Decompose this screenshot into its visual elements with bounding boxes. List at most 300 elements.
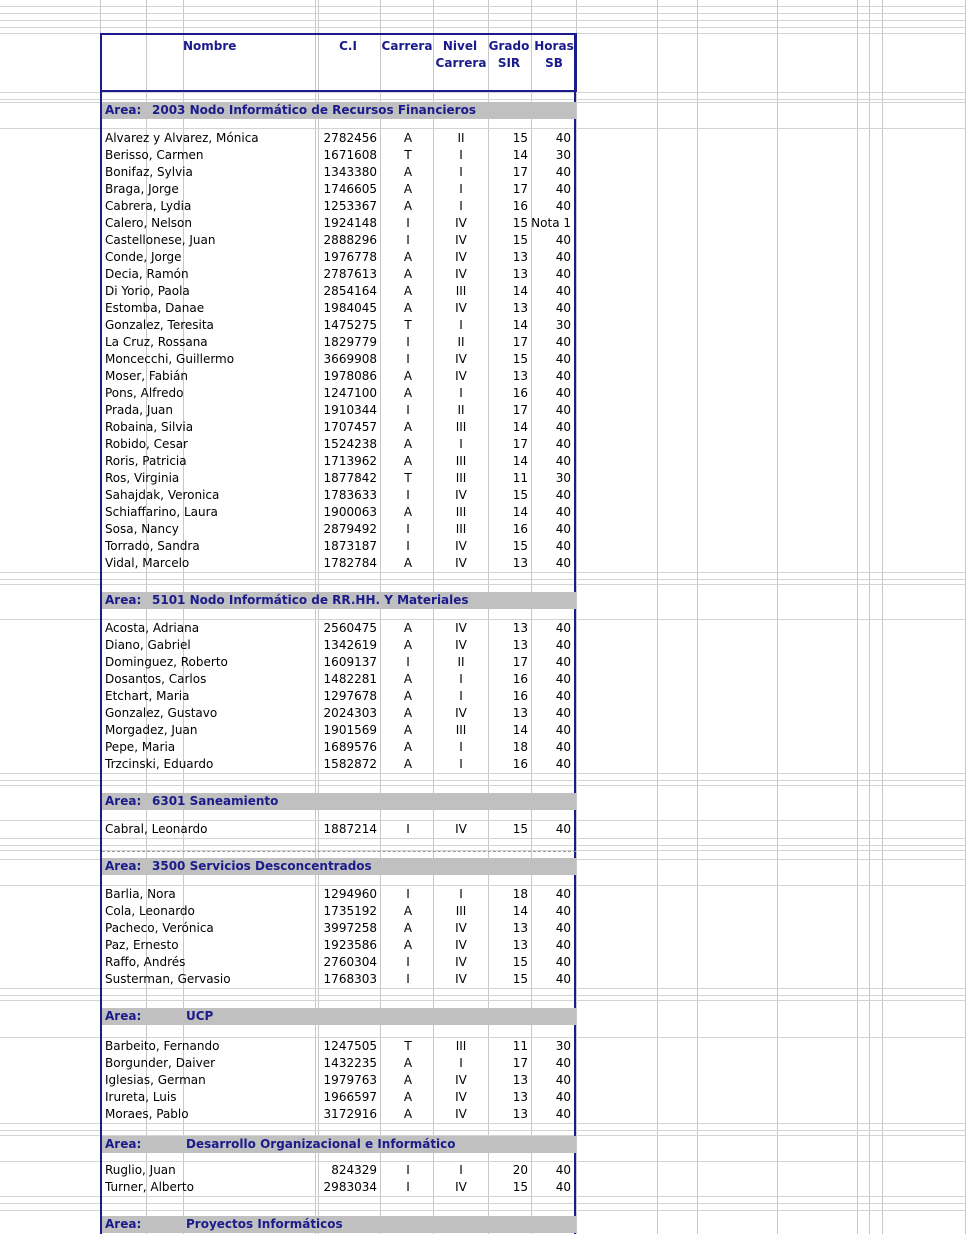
cell-grado: 15: [512, 233, 528, 247]
cell-name: Braga, Jorge: [105, 182, 179, 196]
area-name: 6301 Saneamiento: [152, 794, 279, 808]
cell-horas: 40: [555, 672, 571, 686]
cell-nivel: IV: [455, 301, 467, 315]
cell-nivel: I: [459, 672, 463, 686]
cell-nivel: IV: [455, 216, 467, 230]
cell-name: Paz, Ernesto: [105, 938, 179, 952]
cell-carrera: A: [403, 182, 413, 196]
cell-horas: 40: [555, 556, 571, 570]
cell-grado: 13: [512, 706, 528, 720]
cell-carrera: A: [403, 904, 413, 918]
cell-carrera: T: [404, 318, 412, 332]
cell-name: Cabrera, Lydia: [105, 199, 192, 213]
cell-nivel: IV: [455, 267, 467, 281]
cell-name: Conde, Jorge: [105, 250, 182, 264]
cell-name: Cabral, Leonardo: [105, 822, 208, 836]
cell-name: Roris, Patricia: [105, 454, 187, 468]
table-row: [102, 722, 576, 739]
cell-horas: 40: [555, 233, 571, 247]
cell-name: Moraes, Pablo: [105, 1107, 189, 1121]
cell-ci: 1923586: [323, 938, 377, 952]
cell-ci: 1873187: [323, 539, 377, 553]
cell-nivel: I: [459, 1163, 463, 1177]
header-horas-line1: Horas: [534, 39, 574, 53]
cell-carrera: A: [403, 420, 413, 434]
cell-carrera: A: [403, 1107, 413, 1121]
cell-ci: 2560475: [323, 621, 377, 635]
cell-ci: 3997258: [323, 921, 377, 935]
cell-grado: 16: [512, 522, 528, 536]
cell-name: Morgadez, Juan: [105, 723, 198, 737]
header-horas-line2: SB: [545, 56, 563, 70]
table-row: [102, 385, 576, 402]
cell-horas: 40: [555, 972, 571, 986]
cell-ci: 2888296: [323, 233, 377, 247]
cell-name: Schiaffarino, Laura: [105, 505, 218, 519]
cell-grado: 17: [512, 1056, 528, 1070]
cell-horas: 40: [555, 539, 571, 553]
cell-carrera: A: [403, 454, 413, 468]
cell-nivel: IV: [455, 822, 467, 836]
cell-grado: 14: [512, 904, 528, 918]
cell-name: Etchart, Maria: [105, 689, 190, 703]
cell-grado: 11: [512, 471, 528, 485]
cell-grado: 13: [512, 369, 528, 383]
cell-nivel: III: [455, 723, 467, 737]
cell-horas: 40: [555, 284, 571, 298]
cell-name: Irureta, Luis: [105, 1090, 177, 1104]
table-row: [102, 181, 576, 198]
cell-ci: 1342619: [323, 638, 377, 652]
table-row: [102, 351, 576, 368]
cell-nivel: I: [459, 689, 463, 703]
table-row: [102, 334, 576, 351]
cell-name: Dominguez, Roberto: [105, 655, 228, 669]
table-row: [102, 671, 576, 688]
cell-ci: 1247505: [323, 1039, 377, 1053]
table-row: [102, 470, 576, 487]
cell-ci: 1707457: [323, 420, 377, 434]
cell-horas: 40: [555, 904, 571, 918]
cell-carrera: I: [406, 955, 410, 969]
cell-nivel: I: [459, 757, 463, 771]
cell-ci: 1782784: [323, 556, 377, 570]
cell-carrera: A: [403, 284, 413, 298]
cell-name: Sosa, Nancy: [105, 522, 179, 536]
cell-nivel: III: [455, 522, 467, 536]
cell-name: Bonifaz, Sylvia: [105, 165, 193, 179]
cell-name: Barlia, Nora: [105, 887, 176, 901]
table-row: [102, 937, 576, 954]
table-row: [102, 147, 576, 164]
cell-carrera: A: [403, 921, 413, 935]
cell-grado: 18: [512, 740, 528, 754]
header-nombre: Nombre: [183, 39, 237, 53]
table-row: [102, 436, 576, 453]
cell-name: Sahajdak, Veronica: [105, 488, 220, 502]
cell-horas: 40: [555, 955, 571, 969]
cell-horas: 40: [555, 822, 571, 836]
cell-ci: 1689576: [323, 740, 377, 754]
table-row: [102, 1089, 576, 1106]
cell-ci: 1887214: [323, 822, 377, 836]
cell-grado: 17: [512, 655, 528, 669]
cell-carrera: A: [403, 740, 413, 754]
cell-grado: 14: [512, 318, 528, 332]
cell-carrera: I: [406, 655, 410, 669]
area-header: [102, 858, 576, 875]
cell-grado: 14: [512, 284, 528, 298]
cell-ci: 1979763: [323, 1073, 377, 1087]
area-header: [102, 1216, 576, 1233]
cell-ci: 1984045: [323, 301, 377, 315]
cell-carrera: A: [403, 1090, 413, 1104]
cell-name: Calero, Nelson: [105, 216, 192, 230]
cell-grado: 15: [512, 822, 528, 836]
cell-nivel: IV: [455, 638, 467, 652]
table-row: [102, 1072, 576, 1089]
cell-horas: 40: [555, 1180, 571, 1194]
cell-carrera: A: [403, 757, 413, 771]
table-row: [102, 654, 576, 671]
area-label: Area:: [105, 1137, 142, 1151]
table-row: [102, 198, 576, 215]
header-nivel-line1: Nivel: [442, 39, 478, 53]
cell-carrera: A: [403, 505, 413, 519]
cell-grado: 13: [512, 1107, 528, 1121]
cell-ci: 2787613: [323, 267, 377, 281]
cell-grado: 14: [512, 454, 528, 468]
cell-carrera: A: [403, 938, 413, 952]
cell-nivel: IV: [455, 488, 467, 502]
cell-grado: 14: [512, 148, 528, 162]
area-header: [102, 102, 576, 119]
cell-ci: 1877842: [323, 471, 377, 485]
table-row: [102, 283, 576, 300]
cell-horas: 40: [555, 250, 571, 264]
table-row: [102, 1038, 576, 1055]
cell-nivel: IV: [455, 1107, 467, 1121]
area-name: 5101 Nodo Informático de RR.HH. Y Materiales: [152, 593, 469, 607]
cell-carrera: I: [406, 1180, 410, 1194]
cell-carrera: I: [406, 972, 410, 986]
cell-horas: 40: [555, 887, 571, 901]
cell-nivel: IV: [455, 233, 467, 247]
cell-carrera: T: [404, 1039, 412, 1053]
table-row: [102, 555, 576, 572]
cell-nivel: III: [455, 420, 467, 434]
cell-carrera: I: [406, 403, 410, 417]
cell-grado: 13: [512, 938, 528, 952]
cell-horas: 40: [555, 454, 571, 468]
cell-horas: 40: [555, 437, 571, 451]
cell-name: Moser, Fabián: [105, 369, 188, 383]
cell-name: Pacheco, Verónica: [105, 921, 214, 935]
cell-ci: 2879492: [323, 522, 377, 536]
cell-nivel: III: [455, 904, 467, 918]
cell-ci: 1829779: [323, 335, 377, 349]
cell-carrera: A: [403, 369, 413, 383]
cell-nivel: II: [457, 335, 465, 349]
table-row: [102, 705, 576, 722]
cell-grado: 16: [512, 386, 528, 400]
area-header: [102, 1008, 576, 1025]
cell-horas: 40: [555, 420, 571, 434]
cell-grado: 13: [512, 250, 528, 264]
cell-horas: 30: [555, 148, 571, 162]
cell-grado: 14: [512, 505, 528, 519]
table-row: [102, 215, 576, 232]
table-row: [102, 1055, 576, 1072]
cell-horas: 40: [555, 621, 571, 635]
table-row: [102, 300, 576, 317]
cell-grado: 15: [512, 955, 528, 969]
cell-nivel: III: [455, 1039, 467, 1053]
cell-ci: 1247100: [323, 386, 377, 400]
cell-carrera: A: [403, 250, 413, 264]
cell-horas: 30: [555, 1039, 571, 1053]
cell-grado: 15: [512, 539, 528, 553]
cell-name: Ruglio, Juan: [105, 1163, 176, 1177]
cell-name: Torrado, Sandra: [105, 539, 200, 553]
cell-name: Dosantos, Carlos: [105, 672, 207, 686]
table-row: [102, 232, 576, 249]
cell-nivel: II: [457, 403, 465, 417]
cell-ci: 1294960: [323, 887, 377, 901]
cell-nivel: IV: [455, 938, 467, 952]
cell-grado: 13: [512, 301, 528, 315]
cell-grado: 13: [512, 638, 528, 652]
table-row: [102, 317, 576, 334]
cell-name: Cola, Leonardo: [105, 904, 195, 918]
cell-horas: 40: [555, 335, 571, 349]
cell-grado: 13: [512, 621, 528, 635]
cell-nivel: III: [455, 471, 467, 485]
cell-horas: 40: [555, 301, 571, 315]
cell-ci: 1524238: [323, 437, 377, 451]
cell-ci: 3669908: [323, 352, 377, 366]
cell-horas: 40: [555, 1073, 571, 1087]
cell-carrera: A: [403, 131, 413, 145]
cell-carrera: I: [406, 822, 410, 836]
cell-grado: 13: [512, 1090, 528, 1104]
area-label: Area:: [105, 593, 142, 607]
area-header: [102, 1136, 576, 1153]
cell-name: La Cruz, Rossana: [105, 335, 208, 349]
cell-nivel: II: [457, 655, 465, 669]
cell-ci: 1582872: [323, 757, 377, 771]
cell-grado: 15: [512, 352, 528, 366]
table-row: [102, 971, 576, 988]
cell-carrera: I: [406, 1163, 410, 1177]
cell-grado: 14: [512, 420, 528, 434]
cell-name: Acosta, Adriana: [105, 621, 200, 635]
cell-carrera: I: [406, 539, 410, 553]
cell-grado: 17: [512, 403, 528, 417]
header-nivel-line2: Carrera: [435, 56, 487, 70]
table-row: [102, 538, 576, 555]
table-row: [102, 954, 576, 971]
cell-ci: 1746605: [323, 182, 377, 196]
cell-name: Castellonese, Juan: [105, 233, 216, 247]
cell-name: Vidal, Marcelo: [105, 556, 190, 570]
area-header: [102, 793, 576, 810]
table-row: [102, 620, 576, 637]
cell-name: Raffo, Andrés: [105, 955, 186, 969]
table-row: [102, 453, 576, 470]
cell-grado: 15: [512, 1180, 528, 1194]
cell-ci: 1297678: [323, 689, 377, 703]
cell-nivel: I: [459, 437, 463, 451]
cell-carrera: I: [406, 887, 410, 901]
area-name: UCP: [186, 1009, 214, 1023]
cell-carrera: I: [406, 522, 410, 536]
cell-grado: 16: [512, 689, 528, 703]
cell-nivel: III: [455, 284, 467, 298]
cell-nivel: IV: [455, 1180, 467, 1194]
cell-carrera: A: [403, 199, 413, 213]
cell-horas: 40: [555, 1163, 571, 1177]
cell-nivel: I: [459, 887, 463, 901]
cell-nivel: I: [459, 199, 463, 213]
table-row: [102, 521, 576, 538]
cell-horas: 40: [555, 1056, 571, 1070]
cell-carrera: A: [403, 556, 413, 570]
cell-horas: 40: [555, 182, 571, 196]
cell-nivel: IV: [455, 955, 467, 969]
area-name: Proyectos Informáticos: [186, 1217, 343, 1231]
cell-carrera: I: [406, 233, 410, 247]
cell-nivel: I: [459, 386, 463, 400]
table-row: [102, 821, 576, 838]
cell-nivel: IV: [455, 250, 467, 264]
cell-carrera: T: [404, 471, 412, 485]
cell-ci: 1901569: [323, 723, 377, 737]
cell-ci: 1910344: [323, 403, 377, 417]
cell-carrera: A: [403, 706, 413, 720]
cell-horas: 40: [555, 723, 571, 737]
cell-ci: 1432235: [323, 1056, 377, 1070]
cell-horas: 40: [555, 757, 571, 771]
cell-name: Moncecchi, Guillermo: [105, 352, 235, 366]
cell-nivel: IV: [455, 921, 467, 935]
table-row: [102, 266, 576, 283]
cell-name: Berisso, Carmen: [105, 148, 204, 162]
cell-horas: 40: [555, 386, 571, 400]
cell-grado: 16: [512, 199, 528, 213]
table-row: [102, 1162, 576, 1179]
table-row: [102, 419, 576, 436]
cell-ci: 2024303: [323, 706, 377, 720]
cell-grado: 16: [512, 672, 528, 686]
area-label: Area:: [105, 1009, 142, 1023]
cell-name: Robaina, Silvia: [105, 420, 194, 434]
cell-carrera: A: [403, 1056, 413, 1070]
cell-horas: 40: [555, 655, 571, 669]
cell-nivel: I: [459, 182, 463, 196]
cell-grado: 14: [512, 723, 528, 737]
table-row: [102, 504, 576, 521]
cell-ci: 3172916: [323, 1107, 377, 1121]
cell-ci: 1900063: [323, 505, 377, 519]
table-row: [102, 637, 576, 654]
cell-grado: 13: [512, 1073, 528, 1087]
cell-name: Turner, Alberto: [105, 1180, 194, 1194]
cell-horas: 40: [555, 1090, 571, 1104]
table-row: [102, 402, 576, 419]
cell-name: Gonzalez, Teresita: [105, 318, 214, 332]
cell-ci: 1253367: [323, 199, 377, 213]
cell-nivel: IV: [455, 1073, 467, 1087]
cell-name: Alvarez y Alvarez, Mónica: [105, 131, 259, 145]
cell-carrera: A: [403, 723, 413, 737]
cell-ci: 1783633: [323, 488, 377, 502]
cell-horas: 40: [555, 369, 571, 383]
cell-horas: 40: [555, 165, 571, 179]
cell-name: Prada, Juan: [105, 403, 174, 417]
area-label: Area:: [105, 794, 142, 808]
cell-grado: 20: [512, 1163, 528, 1177]
cell-horas: 40: [555, 267, 571, 281]
area-label: Area:: [105, 859, 142, 873]
header-carrera: Carrera: [381, 39, 433, 53]
table-row: [102, 1106, 576, 1123]
cell-nivel: II: [457, 131, 465, 145]
header-grado-line1: Grado: [488, 39, 530, 53]
cell-carrera: A: [403, 1073, 413, 1087]
cell-nivel: IV: [455, 556, 467, 570]
cell-name: Pons, Alfredo: [105, 386, 184, 400]
cell-horas: 40: [555, 403, 571, 417]
table-row: [102, 688, 576, 705]
cell-ci: 2760304: [323, 955, 377, 969]
cell-ci: 1482281: [323, 672, 377, 686]
cell-carrera: T: [404, 148, 412, 162]
area-name: Desarrollo Organizacional e Informático: [186, 1137, 456, 1151]
cell-nivel: I: [459, 1056, 463, 1070]
cell-name: Robido, Cesar: [105, 437, 188, 451]
cell-ci: 1976778: [323, 250, 377, 264]
cell-horas: 40: [555, 1107, 571, 1121]
cell-name: Susterman, Gervasio: [105, 972, 231, 986]
cell-carrera: I: [406, 335, 410, 349]
cell-name: Decia, Ramón: [105, 267, 189, 281]
cell-nivel: I: [459, 148, 463, 162]
cell-name: Diano, Gabriel: [105, 638, 191, 652]
cell-horas: 30: [555, 471, 571, 485]
cell-ci: 1713962: [323, 454, 377, 468]
cell-name: Gonzalez, Gustavo: [105, 706, 218, 720]
cell-nivel: III: [455, 454, 467, 468]
cell-ci: 824329: [331, 1163, 377, 1177]
cell-grado: 15: [512, 131, 528, 145]
cell-nivel: I: [459, 740, 463, 754]
cell-grado: 18: [512, 887, 528, 901]
cell-horas: 40: [555, 638, 571, 652]
cell-grado: 13: [512, 267, 528, 281]
area-header: [102, 592, 576, 609]
cell-horas: 40: [555, 199, 571, 213]
cell-ci: 1671608: [323, 148, 377, 162]
cell-nivel: III: [455, 505, 467, 519]
cell-grado: 17: [512, 335, 528, 349]
cell-horas: 40: [555, 689, 571, 703]
cell-ci: 1924148: [323, 216, 377, 230]
cell-name: Di Yorio, Paola: [105, 284, 190, 298]
area-label: Area:: [105, 103, 142, 117]
cell-nivel: IV: [455, 621, 467, 635]
cell-nivel: I: [459, 165, 463, 179]
